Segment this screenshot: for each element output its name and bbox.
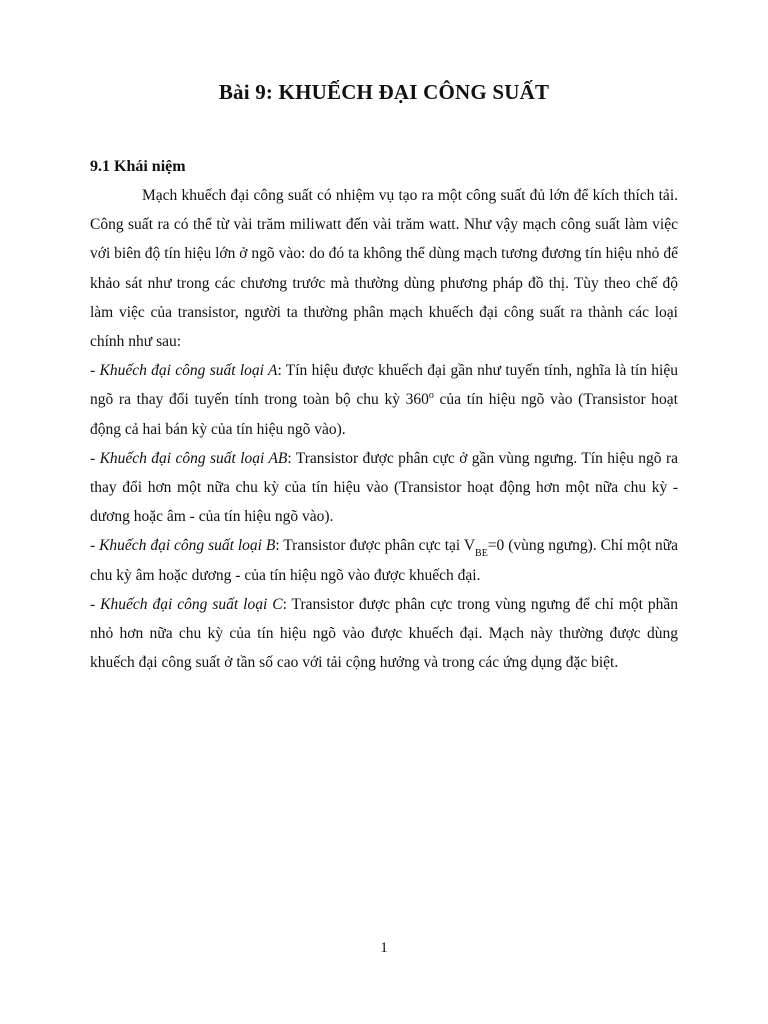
class-c-paragraph [90, 590, 678, 678]
class-ab-text: : Transistor được phân cực ở gần vùng ngưng. Tín hiệu ngõ ra thay đổi hơn một nữa chu kỳ của tín hiệu vào (Transistor hoạt động hơn một nữa chu kỳ - dương hoặc âm - của tín hiệu ngõ vào). [90, 449, 678, 526]
class-a-paragraph [90, 356, 678, 444]
intro-paragraph: Mạch khuếch đại công suất có nhiệm vụ tạo ra một công suất đủ lớn để kích thích tải. Công suất ra có thể từ vài trăm miliwatt đến vài trăm watt. Như vậy mạch công suất làm việc với biên độ tín hiệu lớn ở ngõ vào: do đó ta không thể dùng mạch tương đương tín hiệu nhỏ để khảo sát như trong các chương trước mà thường dùng phương pháp đồ thị. Tùy theo chế độ làm việc của transistor, người ta thường phân mạch khuếch đại công suất ra thành các loại chính như sau: [90, 187, 678, 351]
class-ab-paragraph [90, 444, 678, 532]
page-number: 1 [380, 940, 388, 956]
class-a-text: : Tín hiệu được khuếch đại gần như tuyến tính, nghĩa là tín hiệu ngõ ra thay đổi tuyến tính trong toàn bộ chu kỳ 360 [90, 362, 678, 409]
list-dash: - [90, 595, 101, 613]
class-b-term: Khuếch đại công suất loại B [99, 537, 276, 555]
class-a-term: Khuếch đại công suất loại A [99, 362, 278, 380]
document-body [90, 181, 678, 677]
class-ab-term: Khuếch đại công suất loại AB [99, 449, 288, 467]
list-dash: - [90, 449, 100, 467]
class-b-text-end: =0 (vùng ngưng). Chỉ một nữa chu kỳ âm hoặc dương - của tín hiệu ngõ vào được khuếch đại. [90, 537, 678, 584]
vbe-subscript: BE [475, 548, 488, 560]
page-title: Bài 9: KHUẾCH ĐẠI CÔNG SUẤT [218, 80, 550, 104]
class-c-text: : Transistor được phân cực trong vùng ngưng để chỉ một phần nhỏ hơn nữa chu kỳ của tín hiệu ngõ vào được khuếch đại. Mạch này thường được dùng khuếch đại công suất ở tần số cao với tải cộng hưởng và trong các ứng dụng đặc biệt. [90, 595, 678, 672]
list-dash: - [90, 537, 100, 555]
class-a-text-end: của tín hiệu ngõ vào (Transistor hoạt động cả hai bán kỳ của tín hiệu ngõ vào). [90, 391, 678, 438]
list-dash: - [90, 362, 100, 380]
class-b-text: : Transistor được phân cực tại V [275, 537, 476, 555]
degree-superscript: o [428, 390, 434, 402]
class-b-paragraph [90, 531, 678, 589]
class-c-term: Khuếch đại công suất loại C [100, 595, 283, 613]
section-heading: 9.1 Khái niệm [90, 158, 186, 175]
